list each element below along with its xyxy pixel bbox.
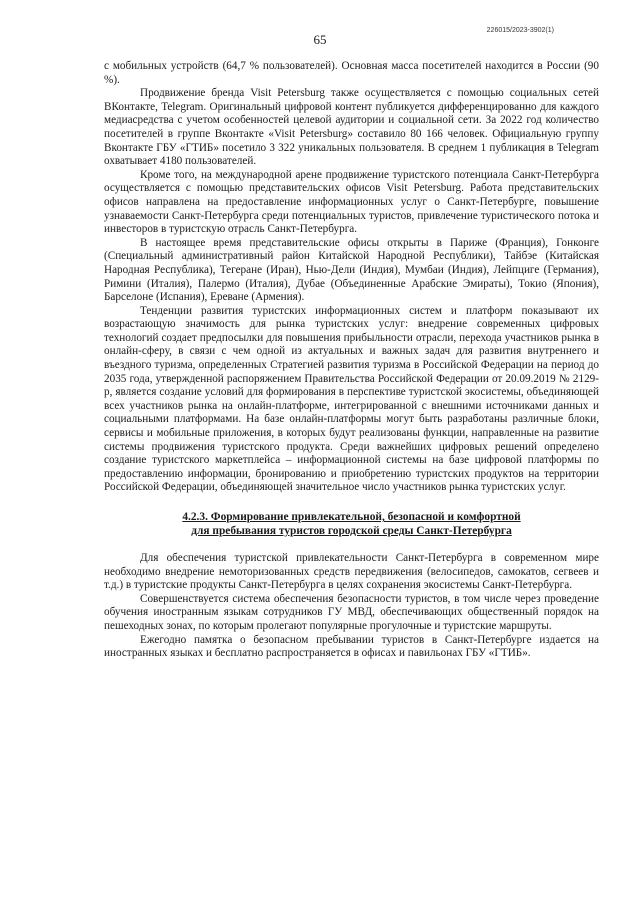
paragraph: В настоящее время представительские офисы открыты в Париже (Франция), Гонконге (Специальный административный район Китайской Народной Республики), Тайбэе (Китайская Народная Республика), Тегеране (Иран), Нью-Дели (Индия), Мумбаи (Индия), Лейпциге (Германия), Римини (Италия), Палермо (Италия), Дубае (Объединенные Арабские Эмираты), Токио (Япония), Барселоне (Испания), Ереване (Армения). <box>104 236 599 304</box>
section-heading-line-2: для пребывания туристов городской среды Санкт-Петербурга <box>191 525 512 537</box>
paragraph: Ежегодно памятка о безопасном пребывании туристов в Санкт-Петербурге издается на иностранных языках и бесплатно распространяется в офисах и павильонах ГБУ «ГТИБ». <box>104 633 599 660</box>
paragraph: Продвижение бренда Visit Petersburg также осуществляется с помощью социальных сетей ВКонтакте, Telegram. Оригинальный цифровой контент публикуется дифференцированно для каждого медиасредства с учетом особенностей целевой аудитории и социальной сети. За 2022 год количество посетителей в группе Вконтакте «Visit Petersburg» составило 80 166 человек. Официальную группу Вконтакте ГБУ «ГТИБ» посетило 3 322 уникальных пользователя. В среднем 1 публикация в Telegram охватывает 4180 пользователей. <box>104 87 599 168</box>
paragraph: Тенденции развития туристских информационных систем и платформ показывают их возрастающую значимость для рынка туристских услуг: внедрение современных цифровых технологий создает предпосылки для повышения прибыльности отрасли, перехода участников рынка в онлайн-сферу, в связи с чем одной из актуальных и важных задач для развития внутреннего и въездного туризма, определенных Стратегией развития туризма в Российской Федерации на период до 2035 года, утвержденной распоряжением Правительства Российской Федерации от 20.09.2019 № 2129-р, является создание условий для формирования в перспективе туристской экосистемы, объединяющей всех участников рынка на онлайн-платформе, интегрированной с внешними источниками данных и социальными платформами. На базе онлайн-платформы могут быть разработаны различные блоки, сервисы и мобильные приложения, в которых будут реализованы функции, направленные на развитие системы продвижения туристского продукта. Среди важнейших цифровых решений определено создание туристского маркетплейса – информационной системы на базе цифровой платформы по предоставлению информации, бронированию и приобретению туристских продуктов на территории Российской Федерации, объединяющей значительное число участников рынка туристских услуг. <box>104 304 599 494</box>
paragraph: Кроме того, на международной арене продвижение туристского потенциала Санкт-Петербурга осуществляется с помощью представительских офисов Visit Petersburg. Работа представительских офисов направлена на предоставление информационных услуг о Санкт-Петербурге, повышение узнаваемости Санкт-Петербурга среди потенциальных туристов, привлечение туристического потока и инвесторов в туристскую отрасль Санкт-Петербурга. <box>104 168 599 236</box>
section-heading-line-1: 4.2.3. Формирование привлекательной, безопасной и комфортной <box>182 511 521 523</box>
page-number: 65 <box>313 32 327 47</box>
paragraph: Совершенствуется система обеспечения безопасности туристов, в том числе через проведение обучения иностранным языкам сотрудников ГУ МВД, обеспечивающих общественный порядок на пешеходных зонах, по которым пролегают популярные прогулочные и туристские маршруты. <box>104 592 599 632</box>
paragraph: Для обеспечения туристской привлекательности Санкт-Петербурга в современном мире необходимо внедрение немоторизованных средств передвижения (велосипедов, самокатов, сегвеев и т.д.) в туристские продукты Санкт-Петербурга в целях сохранения экосистемы Санкт-Петербурга. <box>104 552 599 592</box>
page-body <box>104 60 599 661</box>
paragraph-continuation: с мобильных устройств (64,7 % пользователей). Основная масса посетителей находится в России (90 %). <box>104 60 599 86</box>
document-id: 226015/2023-3902(1) <box>486 27 554 34</box>
section-heading <box>104 510 599 538</box>
